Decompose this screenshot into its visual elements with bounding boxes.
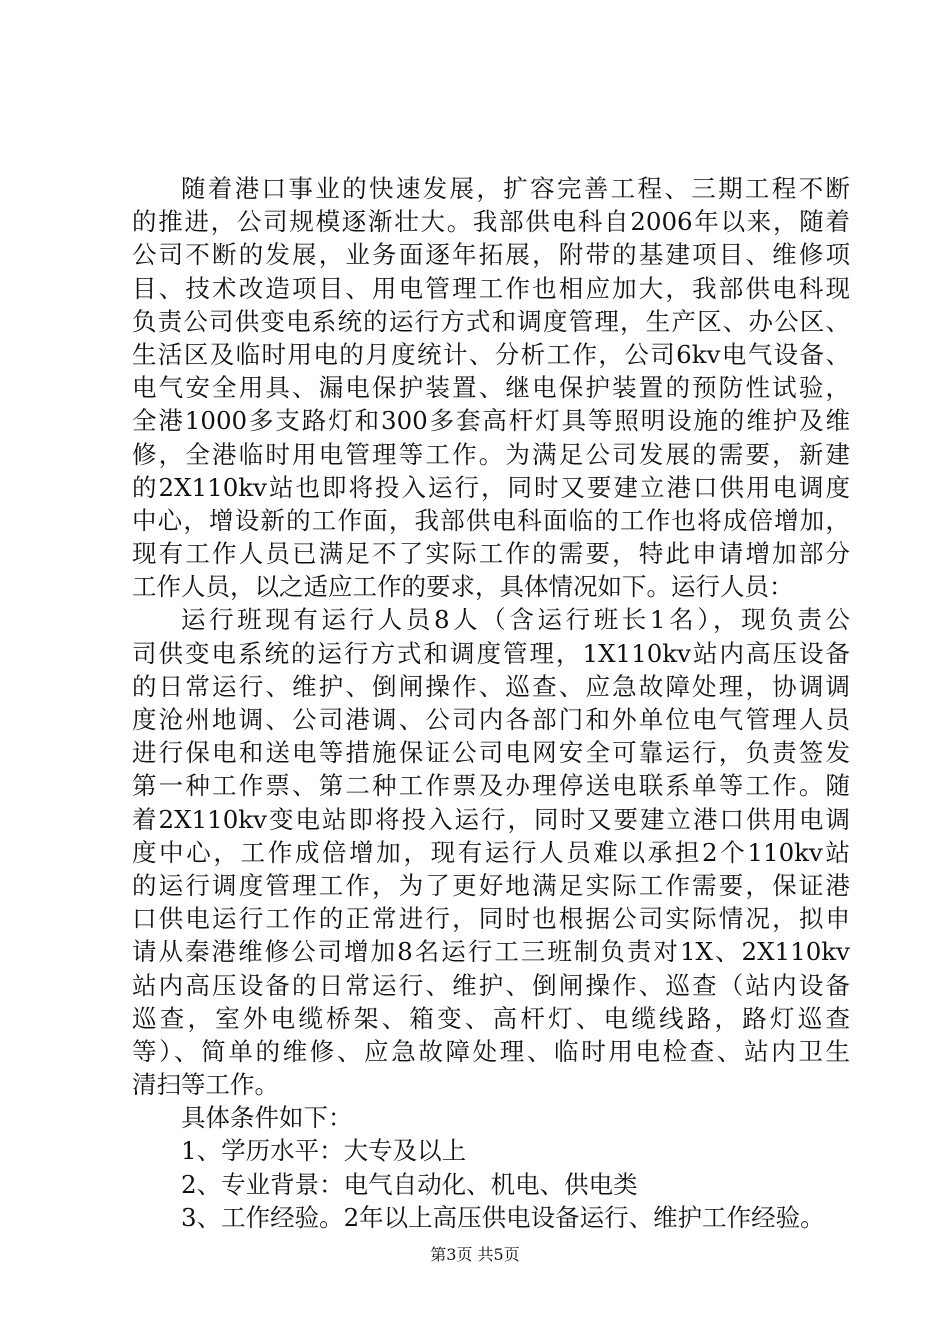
text-line: 全港1000多支路灯和300多套高杆灯具等照明设施的维护及维 (132, 406, 850, 436)
document-body (132, 172, 850, 1234)
paragraph (132, 1134, 850, 1167)
text-line: 负责公司供变电系统的运行方式和调度管理，生产区、办公区、 (132, 306, 850, 336)
text-line: 电气安全用具、漏电保护装置、继电保护装置的预防性试验， (132, 373, 850, 403)
paragraph (132, 1168, 850, 1201)
paragraph (132, 1101, 850, 1134)
text-line: 的日常运行、维护、倒闸操作、巡查、应急故障处理，协调调 (132, 671, 850, 701)
text-line: 随着港口事业的快速发展，扩容完善工程、三期工程不断 (181, 174, 850, 203)
text-line: 口供电运行工作的正常进行，同时也根据公司实际情况，拟申 (132, 904, 850, 934)
text-line: 进行保电和送电等措施保证公司电网安全可靠运行，负责签发 (132, 738, 850, 768)
text-line: 修，全港临时用电管理等工作。为满足公司发展的需要，新建 (132, 439, 850, 469)
text-line: 现有工作人员已满足不了实际工作的需要，特此申请增加部分 (132, 539, 850, 569)
text-line: 中心，增设新的工作面，我部供电科面临的工作也将成倍增加， (132, 505, 850, 535)
text-line: 第一种工作票、第二种工作票及办理停送电联系单等工作。随 (132, 771, 850, 801)
text-line: 目、技术改造项目、用电管理工作也相应加大，我部供电科现 (132, 273, 850, 303)
text-line: 度沧州地调、公司港调、公司内各部门和外单位电气管理人员 (132, 705, 850, 734)
text-line: 的2X110kv站也即将投入运行，同时又要建立港口供用电调度 (132, 472, 850, 502)
text-line: 工作人员，以之适应工作的要求，具体情况如下。运行人员： (132, 572, 794, 602)
text-line: 站内高压设备的日常运行、维护、倒闸操作、巡查（站内设备 (132, 970, 850, 1000)
text-line: 运行班现有运行人员8人（含运行班长1名），现负责公 (181, 605, 850, 635)
paragraph (132, 172, 850, 603)
text-line: 等）、简单的维修、应急故障处理、临时用电检查、站内卫生 (132, 1036, 850, 1066)
text-line: 清扫等工作。 (132, 1070, 279, 1100)
text-line: 2、专业背景：电气自动化、机电、供电类 (181, 1169, 638, 1199)
paragraph (132, 603, 850, 1101)
text-line: 巡查，室外电缆桥架、箱变、高杆灯、电缆线路，路灯巡查 (132, 1003, 850, 1033)
text-line: 度中心，工作成倍增加，现有运行人员难以承担2个110kv站 (132, 837, 850, 867)
text-line: 请从秦港维修公司增加8名运行工三班制负责对1X、2X110kv (132, 937, 850, 967)
page-footer: 第3页 共5页 (430, 1245, 520, 1264)
text-line: 着2X110kv变电站即将投入运行，同时又要建立港口供用电调 (132, 804, 850, 834)
text-line: 的推进，公司规模逐渐壮大。我部供电科自2006年以来，随着 (132, 207, 850, 237)
paragraph (132, 1201, 850, 1234)
text-line: 3、工作经验。2年以上高压供电设备运行、维护工作经验。 (181, 1202, 825, 1232)
text-line: 司供变电系统的运行方式和调度管理，1X110kv站内高压设备 (132, 638, 850, 668)
text-line: 具体条件如下： (181, 1103, 353, 1133)
text-line: 1、学历水平：大专及以上 (181, 1136, 467, 1166)
text-line: 生活区及临时用电的月度统计、分析工作，公司6kv电气设备、 (132, 339, 850, 369)
text-line: 的运行调度管理工作，为了更好地满足实际工作需要，保证港 (132, 870, 850, 900)
text-line: 公司不断的发展，业务面逐年拓展，附带的基建项目、维修项 (132, 240, 850, 270)
